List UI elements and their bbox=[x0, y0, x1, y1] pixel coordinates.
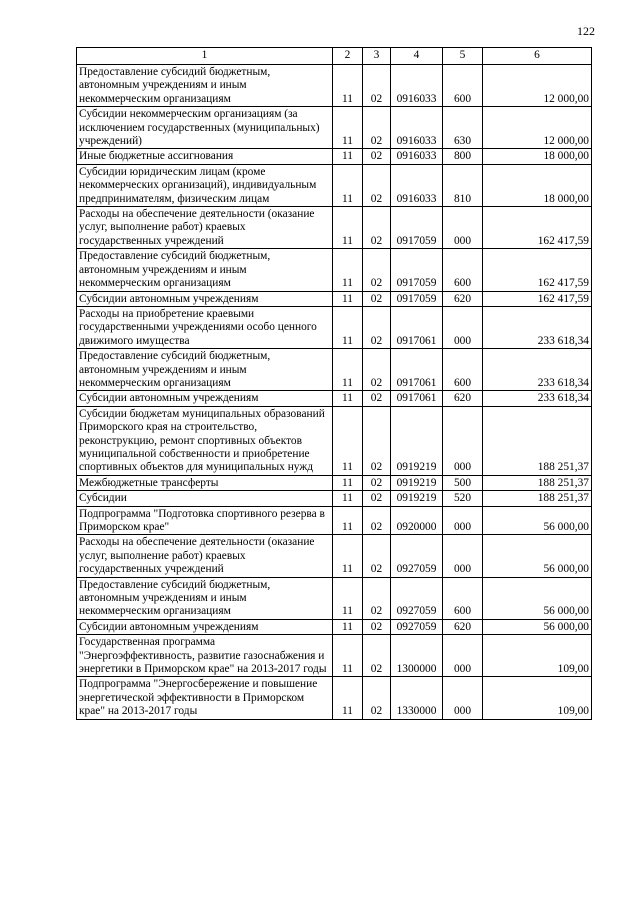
row-amount-cell: 56 000,00 bbox=[483, 535, 592, 577]
row-section-cell: 11 bbox=[333, 291, 363, 306]
table-row bbox=[77, 249, 592, 291]
row-target-article-cell: 0927059 bbox=[391, 619, 443, 634]
table-row bbox=[77, 406, 592, 475]
row-amount-cell: 233 618,34 bbox=[483, 391, 592, 406]
row-name-cell: Предоставление субсидий бюджетным, автономным учреждениям и иным некоммерческим организациям bbox=[77, 577, 333, 619]
row-subsection-cell: 02 bbox=[363, 164, 391, 206]
row-name-cell: Субсидии автономным учреждениям bbox=[77, 291, 333, 306]
row-subsection-cell: 02 bbox=[363, 475, 391, 490]
row-section-cell: 11 bbox=[333, 677, 363, 719]
row-name-cell: Субсидии автономным учреждениям bbox=[77, 391, 333, 406]
row-subsection-cell: 02 bbox=[363, 149, 391, 164]
row-amount-cell: 109,00 bbox=[483, 635, 592, 677]
row-amount-cell: 162 417,59 bbox=[483, 291, 592, 306]
row-expense-type-cell: 520 bbox=[443, 491, 483, 506]
row-target-article-cell: 0916033 bbox=[391, 65, 443, 107]
row-expense-type-cell: 000 bbox=[443, 207, 483, 249]
row-expense-type-cell: 600 bbox=[443, 577, 483, 619]
row-section-cell: 11 bbox=[333, 306, 363, 348]
table-header-row bbox=[77, 48, 592, 65]
table-row bbox=[77, 306, 592, 348]
row-target-article-cell: 0920000 bbox=[391, 506, 443, 535]
row-section-cell: 11 bbox=[333, 506, 363, 535]
budget-table bbox=[76, 47, 592, 720]
row-section-cell: 11 bbox=[333, 207, 363, 249]
row-target-article-cell: 0927059 bbox=[391, 535, 443, 577]
row-expense-type-cell: 000 bbox=[443, 406, 483, 475]
table-row bbox=[77, 475, 592, 490]
row-subsection-cell: 02 bbox=[363, 619, 391, 634]
row-subsection-cell: 02 bbox=[363, 207, 391, 249]
row-subsection-cell: 02 bbox=[363, 107, 391, 149]
row-section-cell: 11 bbox=[333, 249, 363, 291]
row-section-cell: 11 bbox=[333, 535, 363, 577]
row-section-cell: 11 bbox=[333, 164, 363, 206]
row-subsection-cell: 02 bbox=[363, 349, 391, 391]
row-expense-type-cell: 500 bbox=[443, 475, 483, 490]
row-section-cell: 11 bbox=[333, 65, 363, 107]
row-section-cell: 11 bbox=[333, 149, 363, 164]
row-amount-cell: 233 618,34 bbox=[483, 306, 592, 348]
row-name-cell: Иные бюджетные ассигнования bbox=[77, 149, 333, 164]
row-subsection-cell: 02 bbox=[363, 249, 391, 291]
row-amount-cell: 56 000,00 bbox=[483, 577, 592, 619]
column-header-target-article: 4 bbox=[391, 48, 443, 65]
table-row bbox=[77, 107, 592, 149]
row-name-cell: Субсидии бюджетам муниципальных образований Приморского края на строительство, реконструкцию, ремонт спортивных объектов муниципальной собственности и приобретение спортивных объектов для муниципальных нужд bbox=[77, 406, 333, 475]
row-target-article-cell: 0916033 bbox=[391, 164, 443, 206]
row-subsection-cell: 02 bbox=[363, 535, 391, 577]
row-amount-cell: 233 618,34 bbox=[483, 349, 592, 391]
table-row bbox=[77, 491, 592, 506]
row-target-article-cell: 0919219 bbox=[391, 491, 443, 506]
row-expense-type-cell: 000 bbox=[443, 635, 483, 677]
row-target-article-cell: 0917059 bbox=[391, 249, 443, 291]
row-target-article-cell: 0927059 bbox=[391, 577, 443, 619]
row-amount-cell: 162 417,59 bbox=[483, 249, 592, 291]
table-row bbox=[77, 349, 592, 391]
row-target-article-cell: 0917061 bbox=[391, 306, 443, 348]
row-expense-type-cell: 620 bbox=[443, 619, 483, 634]
row-target-article-cell: 1300000 bbox=[391, 635, 443, 677]
row-expense-type-cell: 630 bbox=[443, 107, 483, 149]
table-row bbox=[77, 391, 592, 406]
row-section-cell: 11 bbox=[333, 635, 363, 677]
page-number: 122 bbox=[577, 24, 595, 38]
row-expense-type-cell: 600 bbox=[443, 349, 483, 391]
table-row bbox=[77, 506, 592, 535]
table-row bbox=[77, 577, 592, 619]
table-row bbox=[77, 149, 592, 164]
row-subsection-cell: 02 bbox=[363, 491, 391, 506]
row-name-cell: Расходы на обеспечение деятельности (оказание услуг, выполнение работ) краевых государственных учреждений bbox=[77, 535, 333, 577]
row-subsection-cell: 02 bbox=[363, 677, 391, 719]
row-name-cell: Субсидии автономным учреждениям bbox=[77, 619, 333, 634]
table-row bbox=[77, 619, 592, 634]
row-subsection-cell: 02 bbox=[363, 65, 391, 107]
row-amount-cell: 188 251,37 bbox=[483, 491, 592, 506]
row-target-article-cell: 0916033 bbox=[391, 107, 443, 149]
row-name-cell: Подпрограмма "Энергосбережение и повышение энергетической эффективности в Приморском крае" на 2013-2017 годы bbox=[77, 677, 333, 719]
row-amount-cell: 12 000,00 bbox=[483, 65, 592, 107]
table-row bbox=[77, 535, 592, 577]
row-section-cell: 11 bbox=[333, 107, 363, 149]
row-section-cell: 11 bbox=[333, 491, 363, 506]
row-amount-cell: 188 251,37 bbox=[483, 406, 592, 475]
row-target-article-cell: 0916033 bbox=[391, 149, 443, 164]
row-subsection-cell: 02 bbox=[363, 306, 391, 348]
row-expense-type-cell: 000 bbox=[443, 306, 483, 348]
row-name-cell: Предоставление субсидий бюджетным, автономным учреждениям и иным некоммерческим организациям bbox=[77, 249, 333, 291]
column-header-subsection: 3 bbox=[363, 48, 391, 65]
row-target-article-cell: 1330000 bbox=[391, 677, 443, 719]
row-name-cell: Государственная программа "Энергоэффективность, развитие газоснабжения и энергетики в Приморском крае" на 2013-2017 годы bbox=[77, 635, 333, 677]
row-name-cell: Межбюджетные трансферты bbox=[77, 475, 333, 490]
column-header-expense-type: 5 bbox=[443, 48, 483, 65]
row-target-article-cell: 0917061 bbox=[391, 349, 443, 391]
table-row bbox=[77, 164, 592, 206]
row-subsection-cell: 02 bbox=[363, 406, 391, 475]
row-target-article-cell: 0919219 bbox=[391, 475, 443, 490]
row-section-cell: 11 bbox=[333, 391, 363, 406]
row-expense-type-cell: 620 bbox=[443, 291, 483, 306]
row-expense-type-cell: 600 bbox=[443, 249, 483, 291]
row-subsection-cell: 02 bbox=[363, 506, 391, 535]
row-subsection-cell: 02 bbox=[363, 635, 391, 677]
row-amount-cell: 18 000,00 bbox=[483, 149, 592, 164]
column-header-name: 1 bbox=[77, 48, 333, 65]
row-amount-cell: 18 000,00 bbox=[483, 164, 592, 206]
row-subsection-cell: 02 bbox=[363, 291, 391, 306]
table-row bbox=[77, 635, 592, 677]
column-header-amount: 6 bbox=[483, 48, 592, 65]
row-name-cell: Предоставление субсидий бюджетным, автономным учреждениям и иным некоммерческим организациям bbox=[77, 349, 333, 391]
row-name-cell: Расходы на приобретение краевыми государственными учреждениями особо ценного движимого имущества bbox=[77, 306, 333, 348]
column-header-section: 2 bbox=[333, 48, 363, 65]
row-expense-type-cell: 620 bbox=[443, 391, 483, 406]
table-row bbox=[77, 677, 592, 719]
row-name-cell: Субсидии bbox=[77, 491, 333, 506]
row-target-article-cell: 0919219 bbox=[391, 406, 443, 475]
row-target-article-cell: 0917061 bbox=[391, 391, 443, 406]
row-name-cell: Подпрограмма "Подготовка спортивного резерва в Приморском крае" bbox=[77, 506, 333, 535]
row-amount-cell: 162 417,59 bbox=[483, 207, 592, 249]
row-target-article-cell: 0917059 bbox=[391, 291, 443, 306]
row-expense-type-cell: 000 bbox=[443, 506, 483, 535]
row-name-cell: Субсидии некоммерческим организациям (за исключением государственных (муниципальных) учреждений) bbox=[77, 107, 333, 149]
row-expense-type-cell: 600 bbox=[443, 65, 483, 107]
row-subsection-cell: 02 bbox=[363, 391, 391, 406]
row-amount-cell: 56 000,00 bbox=[483, 506, 592, 535]
row-expense-type-cell: 800 bbox=[443, 149, 483, 164]
row-amount-cell: 56 000,00 bbox=[483, 619, 592, 634]
row-amount-cell: 109,00 bbox=[483, 677, 592, 719]
row-expense-type-cell: 000 bbox=[443, 535, 483, 577]
row-amount-cell: 12 000,00 bbox=[483, 107, 592, 149]
table-row bbox=[77, 65, 592, 107]
row-name-cell: Предоставление субсидий бюджетным, автономным учреждениям и иным некоммерческим организациям bbox=[77, 65, 333, 107]
table-row bbox=[77, 207, 592, 249]
row-target-article-cell: 0917059 bbox=[391, 207, 443, 249]
row-name-cell: Субсидии юридическим лицам (кроме некоммерческих организаций), индивидуальным предпринимателям, физическим лицам bbox=[77, 164, 333, 206]
row-subsection-cell: 02 bbox=[363, 577, 391, 619]
row-section-cell: 11 bbox=[333, 577, 363, 619]
row-section-cell: 11 bbox=[333, 406, 363, 475]
row-expense-type-cell: 810 bbox=[443, 164, 483, 206]
table-row bbox=[77, 291, 592, 306]
row-expense-type-cell: 000 bbox=[443, 677, 483, 719]
row-section-cell: 11 bbox=[333, 349, 363, 391]
row-name-cell: Расходы на обеспечение деятельности (оказание услуг, выполнение работ) краевых государственных учреждений bbox=[77, 207, 333, 249]
row-section-cell: 11 bbox=[333, 619, 363, 634]
row-section-cell: 11 bbox=[333, 475, 363, 490]
row-amount-cell: 188 251,37 bbox=[483, 475, 592, 490]
